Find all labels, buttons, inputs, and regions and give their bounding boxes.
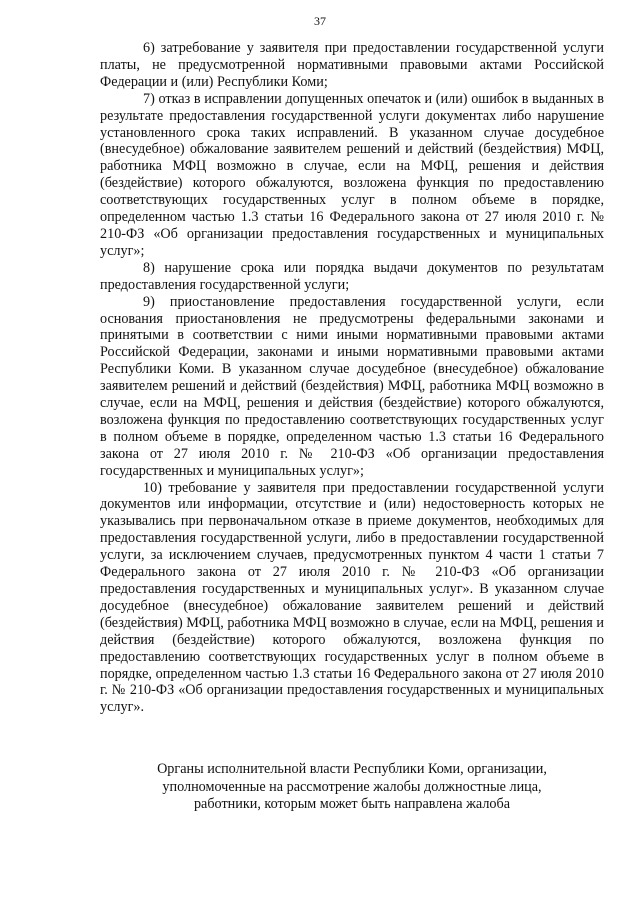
page-number: 37 [314, 14, 326, 28]
document-body [100, 40, 604, 716]
paragraph-item-6: 6) затребование у заявителя при предоставлении государственной услуги платы, не предусмотренной нормативными правовыми актами Российской Федерации и (или) Республики Коми; [100, 40, 604, 90]
section-heading-line-2: уполномоченные на рассмотрение жалобы должностные лица, [162, 778, 542, 795]
paragraph-item-10: 10) требование у заявителя при предоставлении государственной услуги документов или информации, отсутствие и (или) недостоверность которых не указывались при первоначальном отказе в приеме документов, необходимых для предоставления государственной услуги, либо в предоставлении государственной услуги, за исключением случаев, предусмотренных пунктом 4 части 1 статьи 7 Федерального закона от 27 июля 2010 г. № 210-ФЗ «Об организации предоставления государственных и муниципальных услуг». В указанном случае досудебное (внесудебное) обжалование заявителем решений и действий (бездействия) МФЦ, работника МФЦ возможно в случае, если на МФЦ, решения и действия (бездействие) которого обжалуются, возложена функция по предоставлению соответствующих государственных услуг в полном объеме в порядке, определенном частью 1.3 статьи 16 Федерального закона от 27 июля 2010 г. № 210-ФЗ «Об организации предоставления государственных и муниципальных услуг». [100, 479, 604, 716]
paragraph-item-8: 8) нарушение срока или порядка выдачи документов по результатам предоставления государственной услуги; [100, 259, 604, 293]
section-heading-line-1: Органы исполнительной власти Республики Коми, организации, [157, 761, 547, 777]
section-heading [100, 761, 604, 814]
section-heading-line-3: работники, которым может быть направлена жалоба [193, 796, 511, 812]
paragraph-item-9: 9) приостановление предоставления государственной услуги, если основания приостановления не предусмотрены федеральными законами и принятыми в соответствии с ними иными нормативными правовыми актами Российской Федерации, законами и иными нормативными правовыми актами Республики Коми. В указанном случае досудебное (внесудебное) обжалование заявителем решений и действий (бездействия) МФЦ, работника МФЦ возможно в случае, если на МФЦ, решения и действия (бездействие) которого обжалуются, возложена функция по предоставлению соответствующих государственных услуг в полном объеме в порядке, определенном частью 1.3 статьи 16 Федерального закона от 27 июля 2010 г. № 210-ФЗ «Об организации предоставления государственных и муниципальных услуг»; [100, 293, 604, 479]
paragraph-item-7: 7) отказ в исправлении допущенных опечаток и (или) ошибок в выданных в результате предоставления государственной услуги документах либо нарушение установленного срока таких исправлений. В указанном случае досудебное (внесудебное) обжалование заявителем решений и действий (бездействия) МФЦ, работника МФЦ возможно в случае, если на МФЦ, решения и действия (бездействие) которого обжалуются, возложена функция по предоставлению соответствующих государственных услуг в полном объеме в порядке, определенном частью 1.3 статьи 16 Федерального закона от 27 июля 2010 г. № 210-ФЗ «Об организации предоставления государственных и муниципальных услуг»; [100, 90, 604, 259]
